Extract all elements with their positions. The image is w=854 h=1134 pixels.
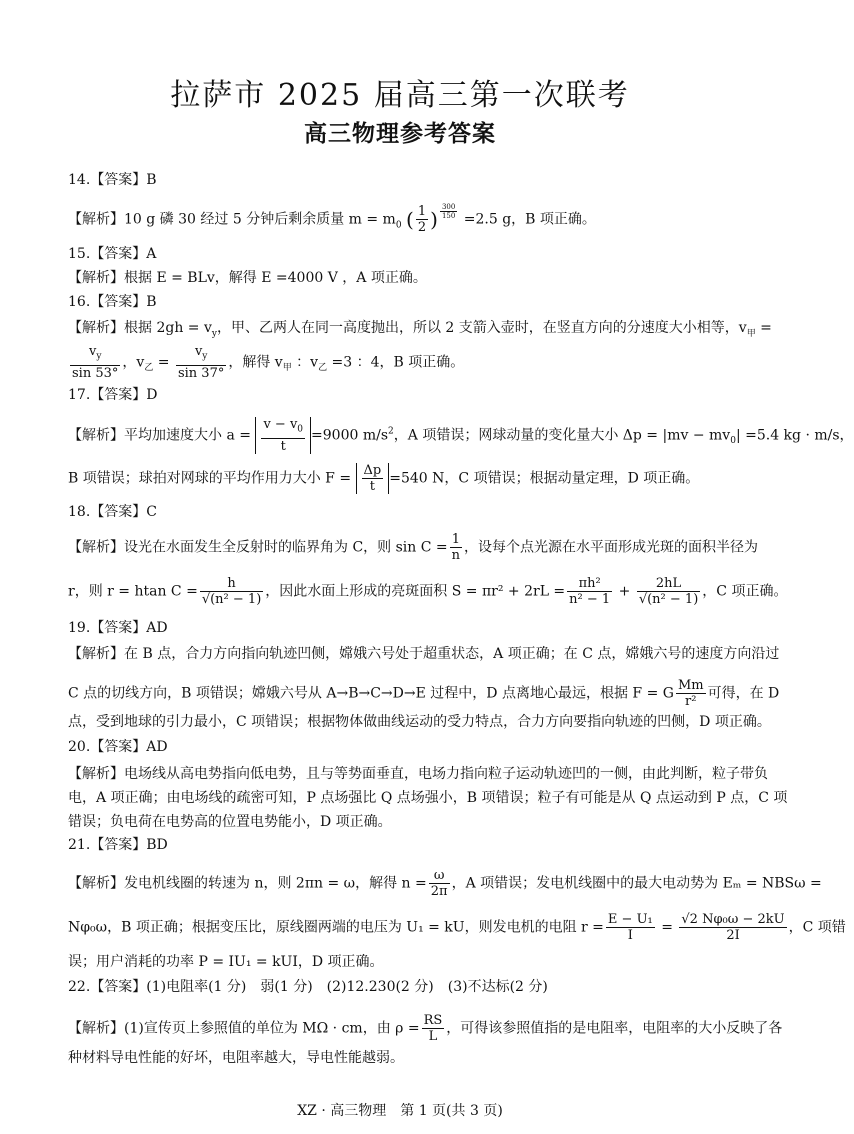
q20-analysis-3: 错误；负电荷在电势高的位置电势能小，D 项正确。	[68, 814, 392, 830]
q19-analysis-3: 点，受到地球的引力最小，C 项错误；根据物体做曲线运动的受力特点，合力方向要指向轨迹的凹侧，D 项正确。	[68, 714, 771, 730]
page-subtitle: 高三物理参考答案	[304, 121, 496, 147]
q21-analysis-3: 误；用户消耗的功率 P = IU₁ = kUI，D 项正确。	[68, 954, 384, 970]
q18-analysis-2: r，则 r = htan C = $\frac{h}{\text{√(n² − 1)}}$ ，因此水面上形成的亮斑面积 S = πr² + 2rL = $\frac{\text{πh²}}{\text{n² − 1}}$ + $\frac{2hL}{\text{√(n² − 1)}}$ ，C 项正确。	[68, 576, 788, 607]
q19-analysis-2: C 点的切线方向，B 项错误；嫦娥六号从 A→B→C→D→E 过程中，D 点离地心最远，根据 F = G $\frac{Mm}{\text{r²}}$ 可得，在 D	[68, 678, 780, 709]
page-footer: XZ · 高三物理 第 1 页(共 3 页)	[297, 1103, 503, 1119]
q22-answer: 22.【答案】(1)电阻率(1 分) 弱(1 分) (2)12.230(2 分) (3)不达标(2 分)	[68, 979, 548, 995]
q19-analysis-1: 【解析】在 B 点，合力方向指向轨迹凹侧，嫦娥六号处于超重状态，A 项正确；在 C 点，嫦娥六号的速度方向沿过	[68, 646, 780, 662]
q21-answer: 21.【答案】BD	[68, 837, 168, 853]
q15-analysis: 【解析】根据 E = BLv，解得 E =4000 V ，A 项正确。	[68, 270, 427, 286]
page-title: 拉萨市 2025 届高三第一次联考	[170, 78, 630, 113]
q20-analysis-2: 电，A 项正确；由电场线的疏密可知，P 点场强比 Q 点场强小，B 项错误；粒子有可能是从 Q 点运动到 P 点，C 项	[68, 790, 788, 806]
q15-answer: 15.【答案】A	[68, 246, 157, 262]
q22-analysis-1: 【解析】(1)宣传页上参照值的单位为 MΩ · cm，由 ρ = $\frac{RS}{L}$ ，可得该参照值指的是电阻率，电阻率的大小反映了各	[68, 1013, 783, 1044]
q20-answer: 20.【答案】AD	[68, 739, 168, 755]
q17-answer: 17.【答案】D	[68, 387, 158, 403]
q14-answer: 14.【答案】B	[68, 172, 157, 188]
q18-analysis-1: 【解析】设光在水面发生全反射时的临界角为 C，则 sin C = $\frac{1}{n}$ ，设每个点光源在水平面形成光斑的面积半径为	[68, 532, 759, 563]
q16-answer: 16.【答案】B	[68, 294, 157, 310]
q17-analysis-1: 【解析】平均加速度大小 a = $\frac{v - v_0}{t}$ =9000 $m/s^2$，A 项错误；网球动量的变化量大小 $\Delta p = |mv - mv_0| =5.4$ kg · m/s，	[68, 417, 854, 454]
q22-analysis-2: 种材料导电性能的好坏，电阻率越大，导电性能越弱。	[68, 1050, 404, 1066]
q19-answer: 19.【答案】AD	[68, 620, 168, 636]
q20-analysis-1: 【解析】电场线从高电势指向低电势，且与等势面垂直，电场力指向粒子运动轨迹凹的一侧，由此判断，粒子带负	[68, 766, 768, 782]
q21-analysis-2: Nφ₀ω，B 项正确；根据变压比，原线圈两端的电压为 U₁ = kU，则发电机的电阻 r = $\frac{\text{E − U₁}}{I}$ = $\frac{\text{√2 Nφ₀ω − 2kU}}{2I}$ ，C 项错	[68, 912, 846, 943]
q18-answer: 18.【答案】C	[68, 504, 157, 520]
q21-analysis-1: 【解析】发电机线圈的转速为 n，则 2πn = ω，解得 n = $\frac{\omega}{2\pi}$ ，A 项错误；发电机线圈中的最大电动势为 Eₘ = NBSω =	[68, 868, 822, 899]
q16-analysis-1: 【解析】根据 $2gh = v_y$，甲、乙两人在同一高度抛出，所以 2 支箭入壶时，在竖直方向的分速度大小相等，$v_甲$ =	[68, 320, 772, 339]
q16-analysis-2: $\frac{v_y}{\sin 53^\circ}$ ，$v_乙$ = $\frac{v_y}{\sin 37^\circ}$ ，解得 $v_甲$ ：$v_乙 =3$ ：4，B 项正确。	[72, 344, 465, 381]
q17-analysis-2: B 项错误；球拍对网球的平均作用力大小 F = $\frac{\Delta p}{t}$ =540 N，C 项错误；根据动量定理，D 项正确。	[68, 463, 700, 494]
q14-analysis: 【解析】10 g 磷 30 经过 5 分钟后剩余质量 $m = m_0$ ( $\frac{1}{2}$ ) $\frac{300}{150}$ =2.5 g，B 项正确。	[68, 203, 596, 236]
